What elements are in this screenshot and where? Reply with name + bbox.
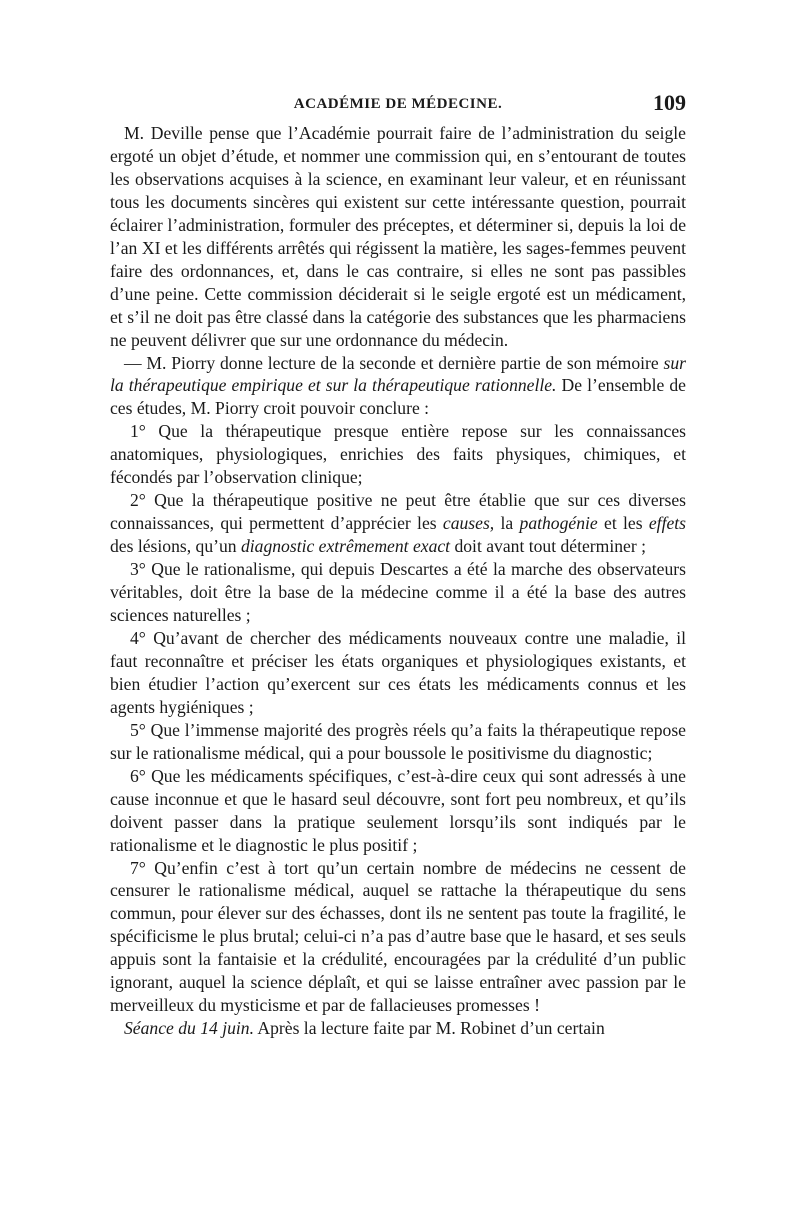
paragraph-text: des lésions, qu’un [110, 536, 241, 557]
paragraph-text: Après la lecture faite par M. Robinet d’un certain [253, 1018, 605, 1039]
conclusion-item [110, 420, 686, 489]
conclusion-item [110, 627, 686, 719]
paragraph [110, 1017, 686, 1040]
conclusion-item [110, 719, 686, 765]
paragraph-text: 4° Qu’avant de chercher des médicaments nouveaux contre une maladie, il faut reconnaître et préciser les états organiques et physiologiques existants, et bien étudier l’action qu’exercent sur ces états les médicaments connus et les agents hygiéniques ; [110, 627, 686, 717]
conclusion-item [110, 765, 686, 857]
page-number: 109 [653, 90, 686, 115]
paragraph [110, 122, 686, 352]
paragraph-text: 2° Que la thérapeutique positive ne peut être établie que sur ces diverses connaissances, qui permettent d’apprécier les [110, 490, 686, 534]
paragraph-text: 6° Que les médicaments spécifiques, c’est-à-dire ceux qui sont adressés à une cause inconnue et que le hasard seul découvre, sont fort peu nombreux, et qu’ils doivent passer dans la pratique seulement lorsqu’ils sont indiqués par le rationalisme et le diagnostic le plus positif ; [110, 765, 686, 855]
paragraph-text: la [494, 513, 520, 534]
paragraph-text: M. Deville pense que l’Académie pourrait faire de l’administration du seigle ergoté un objet d’étude, et nommer une commission qui, en s’entourant de toutes les observations acquises à la science, en examinant leur valeur, et en réunissant tous les documents sincères qui existent sur cette intéressante question, pourrait éclairer l’administration, formuler des préceptes, et déterminer si, depuis la loi de l’an XI et les différents arrêtés qui régissent la matière, les sages-femmes peuvent faire des ordonnances, et, dans le cas contraire, si elles ne sont pas passibles d’une peine. Cette commission déciderait si le seigle ergoté est un médicament, et s’il ne doit pas être classé dans la catégorie des substances que les pharmaciens ne peuvent délivrer que sur une ordonnance du médecin. [110, 123, 686, 350]
paragraph-text: 5° Que l’immense majorité des progrès réels qu’a faits la thérapeutique repose sur le rationalisme médical, qui a pour boussole le positivisme du diagnostic; [110, 719, 686, 763]
paragraph-text: 1° Que la thérapeutique presque entière repose sur les connaissances anatomiques, physiologiques, enrichies des faits physiques, chimiques, et fécondés par l’observation clinique; [110, 421, 686, 488]
paragraph-text: et les [597, 513, 649, 534]
paragraph-text: — M. Piorry donne lecture de la seconde et dernière partie de son mémoire [124, 352, 664, 373]
italic-text: pathogénie [519, 513, 598, 534]
conclusion-item [110, 489, 686, 558]
running-title: ACADÉMIE DE MÉDECINE. [293, 96, 503, 112]
book-page [110, 90, 686, 1040]
paragraph-text: De l’ensemble de ces études, M. Piorry croit pouvoir conclure : [110, 375, 686, 419]
conclusion-item [110, 558, 686, 627]
italic-text: diagnostic extrêmement exact [240, 536, 451, 557]
italic-text: effets [648, 513, 687, 534]
body-text [110, 122, 686, 1040]
italic-text: sur la thérapeutique empirique et sur la thérapeutique rationnelle. [110, 352, 686, 396]
paragraph-text: 3° Que le rationalisme, qui depuis Descartes a été la marche des observateurs véritables, doit être la base de la médecine comme il a été la base des autres sciences naturelles ; [110, 559, 686, 626]
running-head [110, 90, 686, 116]
paragraph-text: 7° Qu’enfin c’est à tort qu’un certain nombre de médecins ne cessent de censurer le rationalisme médical, auquel se rattache la thérapeutique du sens commun, pour élever sur des échasses, dont ils ne sentent pas toute la fragilité, le spécificisme le plus brutal; celui-ci n’a pas d’autre base que le hasard, et ses seuls appuis sont la fantaisie et la crédulité, encouragées par la crédulité d’un public ignorant, auquel la science déplaît, et qui se laisse entraîner avec passion par le merveilleux du mysticisme et par de fallacieuses promesses ! [110, 857, 686, 1016]
paragraph-text: doit avant tout déterminer ; [450, 536, 646, 557]
italic-text: Séance du 14 juin. [124, 1018, 254, 1039]
paragraph [110, 352, 686, 421]
conclusion-item [110, 857, 686, 1018]
italic-text: causes, [442, 513, 495, 534]
